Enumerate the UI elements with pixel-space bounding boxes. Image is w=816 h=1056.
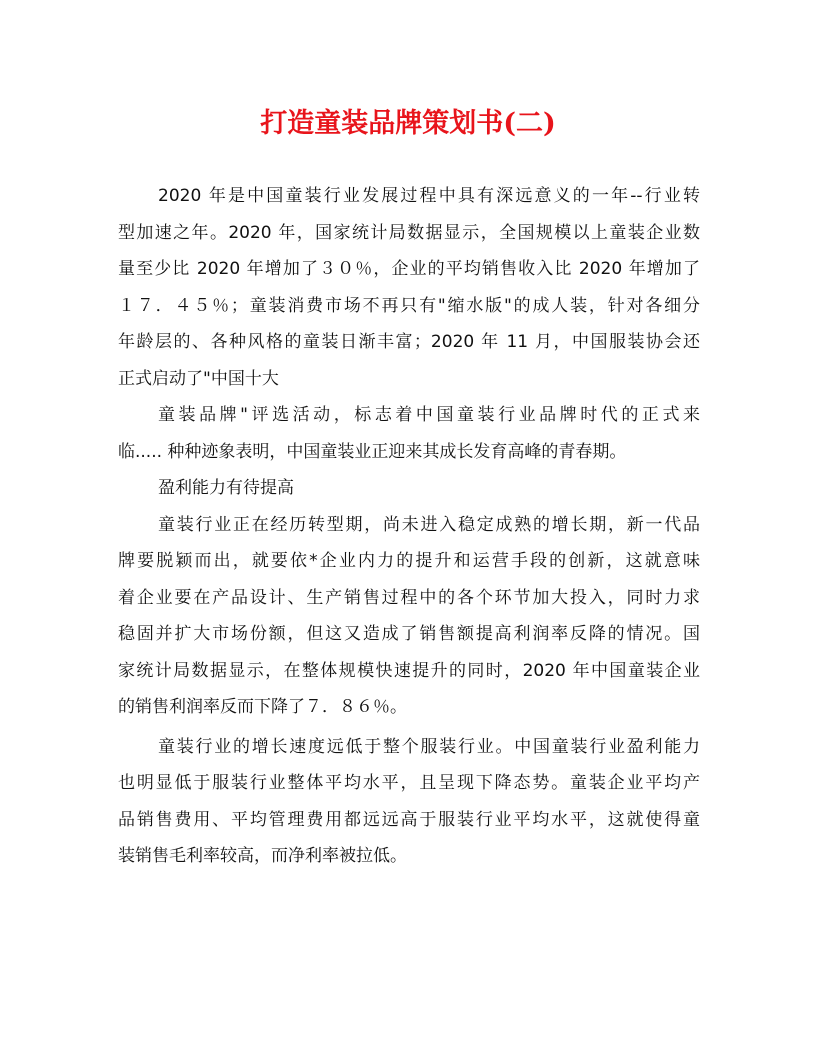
text-line: 也明显低于服装行业整体平均水平，且呈现下降态势。童装企业平均产 (118, 773, 700, 793)
section-heading (118, 470, 700, 507)
text-line: 童装行业正在经历转型期，尚未进入稳定成熟的增长期，新一代品 (158, 514, 700, 535)
text-line: 牌要脱颖而出，就要依*企业内力的提升和运营手段的创新，这就意味 (118, 551, 700, 571)
paragraph-transition-period (118, 507, 700, 726)
paragraph-brand-era (118, 397, 700, 470)
text-line: １７．４５％；童装消费市场不再只有"缩水版"的成人装，针对各细分 (118, 295, 700, 316)
text-line: 的销售利润率反而下降了７．８６％。 (118, 697, 407, 717)
text-line: 童装品牌"评选活动，标志着中国童装行业品牌时代的正式来 (158, 405, 700, 425)
text-line: 量至少比 2020 年增加了３０％，企业的平均销售收入比 2020 年增加了 (118, 259, 700, 279)
document-body (118, 178, 700, 875)
text-line: 品销售费用、平均管理费用都远远高于服装行业平均水平，这就使得童 (118, 809, 700, 830)
text-line: 稳固并扩大市场份额，但这又造成了销售额提高利润率反降的情况。国 (118, 624, 700, 644)
text-line: 家统计局数据显示，在整体规模快速提升的同时，2020 年中国童装企业 (118, 660, 700, 681)
document-title: 打造童装品牌策划书(二) (260, 108, 556, 139)
paragraph-growth-rate (118, 729, 700, 875)
text-line: 型加速之年。2020 年，国家统计局数据显示，全国规模以上童装企业数 (118, 222, 700, 243)
text-line: 童装行业的增长速度远低于整个服装行业。中国童装行业盈利能力 (158, 736, 700, 757)
text-line: 正式启动了"中国十大 (118, 368, 279, 389)
paragraph-industry-intro (118, 178, 700, 397)
text-line: 2020 年是中国童装行业发展过程中具有深远意义的一年--行业转 (158, 186, 700, 206)
section-heading-text: 盈利能力有待提高 (158, 478, 294, 498)
text-line: 装销售毛利率较高，而净利率被拉低。 (118, 846, 407, 866)
text-line: 临..... 种种迹象表明，中国童装业正迎来其成长发育高峰的青春期。 (118, 441, 627, 462)
text-line: 年龄层的、各种风格的童装日渐丰富；2020 年 11 月，中国服装协会还 (118, 332, 700, 352)
text-line: 着企业要在产品设计、生产销售过程中的各个环节加大投入，同时力求 (118, 587, 700, 608)
